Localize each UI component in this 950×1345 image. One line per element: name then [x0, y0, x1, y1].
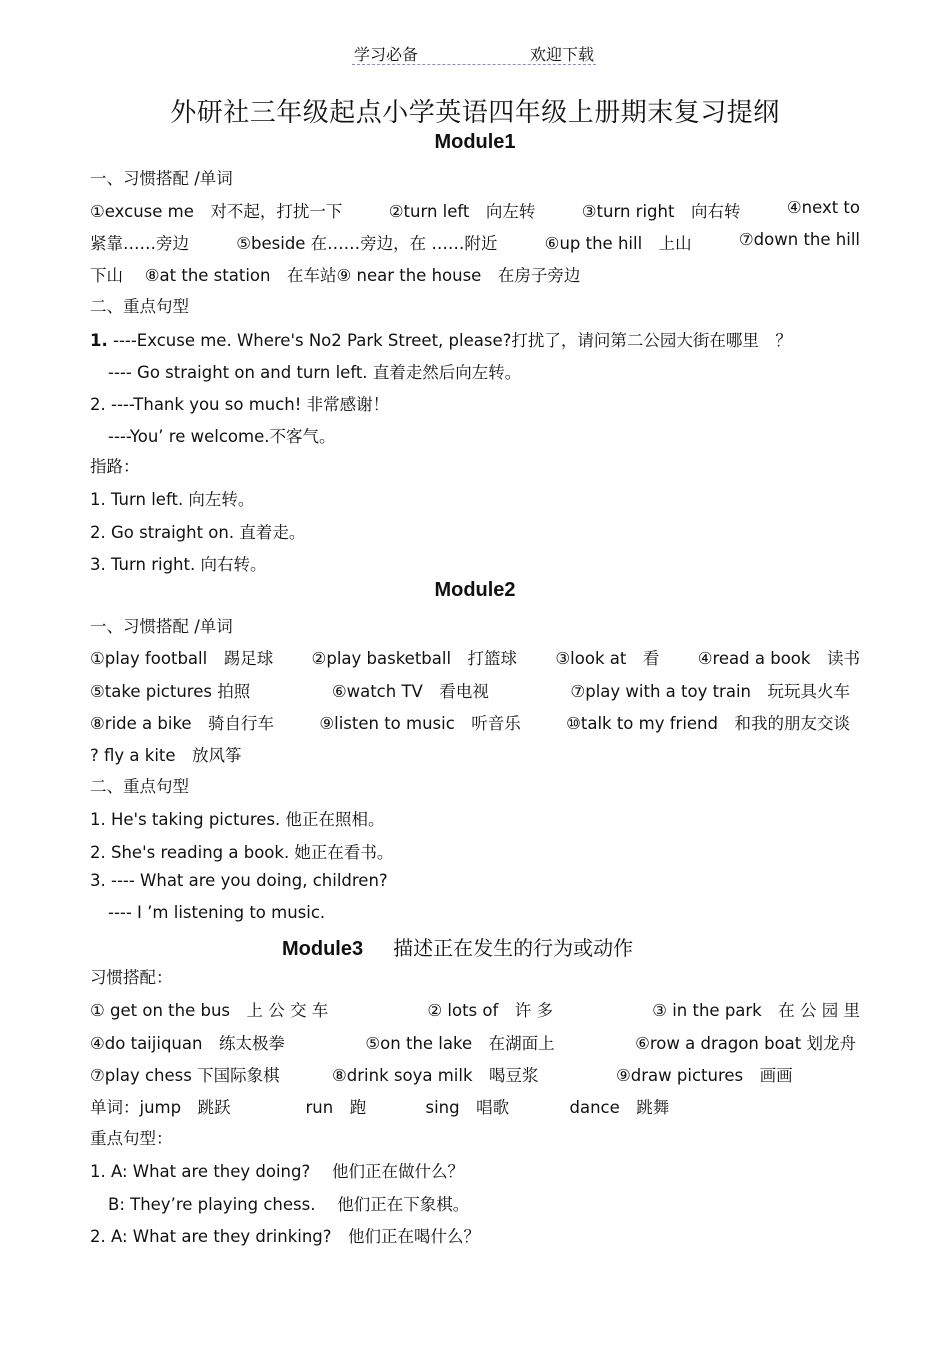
module3-sentence-2: 2. A: What are they drinking? 他们正在喝什么？ — [90, 1227, 481, 1246]
phrase: ⑦play with a toy train 玩玩具火车 — [570, 682, 850, 701]
phrase: ①play football 踢足球 — [90, 649, 274, 668]
phrase: ①excuse me 对不起，打扰一下 — [90, 202, 343, 221]
module1-sentence-2-reply: ----You’ re welcome.不客气。 — [108, 427, 336, 446]
phrase: ⑨draw pictures 画画 — [616, 1066, 793, 1085]
word: dance 跳舞 — [569, 1098, 670, 1117]
module2-collocation-line-2 — [90, 678, 850, 702]
header-left-text: 学习必备 — [354, 45, 419, 64]
phrase: 紧靠……旁边 — [90, 234, 189, 253]
module1-collocation-line-2 — [90, 230, 860, 254]
direction-2: 2. Go straight on. 直着走。 — [90, 523, 306, 542]
module3-sentence-heading: 重点句型： — [90, 1129, 173, 1148]
phrase: ②play basketball 打篮球 — [311, 649, 518, 668]
phrase: ⑥watch TV 看电视 — [331, 682, 489, 701]
module2-sentence-heading: 二、重点句型 — [90, 777, 189, 796]
module1-collocation-heading: 一、习惯搭配 /单词 — [90, 169, 233, 188]
module1-sentence-heading: 二、重点句型 — [90, 297, 189, 316]
module3-subtitle: 描述正在发生的行为或动作 — [393, 936, 634, 960]
module1-sentence-1-reply: ---- Go straight on and turn left. 直着走然后向左转。 — [108, 363, 522, 382]
phrase: ③ in the park 在 公 园 里 — [652, 1001, 860, 1020]
direction-1: 1. Turn left. 向左转。 — [90, 490, 255, 509]
phrase: ⑩talk to my friend 和我的朋友交谈 — [566, 714, 850, 733]
sentence-text: ----Excuse me. Where's No2 Park Street, please?打扰了，请问第二公园大街在哪里 ？ — [107, 331, 792, 350]
phrase: ④read a book 读书 — [697, 649, 860, 668]
word: run 跑 — [305, 1098, 367, 1117]
phrase: ③turn right 向右转 — [581, 202, 741, 221]
word: jump 跳跃 — [139, 1098, 231, 1117]
phrase: ⑤beside 在……旁边，在 ……附近 — [236, 234, 498, 253]
phrase: ④next to — [786, 198, 860, 217]
module3-collocation-line-2 — [90, 1030, 856, 1054]
module3-collocation-line-3 — [90, 1062, 860, 1086]
module1-sentence-1 — [90, 327, 860, 351]
phrase: ②turn left 向左转 — [388, 202, 536, 221]
module2-collocation-line-3 — [90, 710, 850, 734]
module3-words-line — [90, 1094, 860, 1118]
phrase: ⑦down the hill — [738, 230, 860, 249]
module3-heading — [282, 932, 633, 961]
module2-sentence-1: 1. He's taking pictures. 他正在照相。 — [90, 810, 385, 829]
module3-sentence-1-reply: B: They’re playing chess. 他们正在下象棋。 — [108, 1195, 470, 1214]
sentence-number: 1. — [90, 331, 108, 350]
directions-heading: 指路： — [90, 457, 140, 476]
module2-sentence-2: 2. She's reading a book. 她正在看书。 — [90, 843, 394, 862]
phrase: ② lots of 许 多 — [427, 1001, 554, 1020]
word: sing 唱歌 — [425, 1098, 510, 1117]
phrase: ⑧drink soya milk 喝豆浆 — [332, 1066, 539, 1085]
module3-sentence-1: 1. A: What are they doing? 他们正在做什么？ — [90, 1162, 464, 1181]
module2-collocation-line-1 — [90, 645, 860, 669]
direction-3: 3. Turn right. 向右转。 — [90, 555, 267, 574]
module2-sentence-3-reply: ---- I ’m listening to music. — [108, 903, 326, 922]
phrase: ⑧ride a bike 骑自行车 — [90, 714, 275, 733]
module1-heading: Module1 — [434, 131, 516, 153]
phrase: ① get on the bus 上 公 交 车 — [90, 1001, 329, 1020]
header-right-text: 欢迎下载 — [529, 45, 594, 64]
phrase: ⑥up the hill 上山 — [544, 234, 692, 253]
words-label: 单词： — [90, 1098, 140, 1117]
phrase: ⑤take pictures 拍照 — [90, 682, 251, 701]
module2-collocation-line-4: ? fly a kite 放风筝 — [90, 746, 242, 765]
module2-sentence-3: 3. ---- What are you doing, children? — [90, 871, 388, 890]
module1-collocation-line-1 — [90, 198, 860, 222]
phrase: ⑥row a dragon boat 划龙舟 — [635, 1034, 856, 1053]
module1-sentence-2: 2. ----Thank you so much! 非常感谢！ — [90, 395, 390, 414]
module3-collocation-line-1 — [90, 997, 860, 1021]
page-header — [352, 42, 596, 65]
phrase: ⑨listen to music 听音乐 — [319, 714, 521, 733]
module2-collocation-heading: 一、习惯搭配 /单词 — [90, 617, 233, 636]
module1-collocation-line-3: 下山 ⑧at the station 在车站⑨ near the house 在房子旁边 — [90, 266, 581, 285]
phrase: ⑦play chess 下国际象棋 — [90, 1066, 280, 1085]
module3-title: Module3 — [282, 938, 364, 960]
module3-collocation-heading: 习惯搭配： — [90, 968, 173, 987]
document-title: 外研社三年级起点小学英语四年级上册期末复习提纲 — [170, 98, 780, 128]
phrase: ④do taijiquan 练太极拳 — [90, 1034, 285, 1053]
phrase: ⑤on the lake 在湖面上 — [365, 1034, 555, 1053]
phrase: ③look at 看 — [555, 649, 660, 668]
module2-heading: Module2 — [434, 579, 516, 601]
